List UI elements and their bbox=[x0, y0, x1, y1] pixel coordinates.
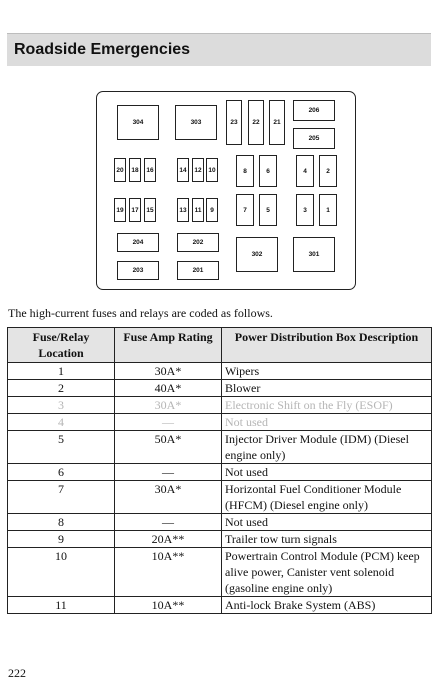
table-row bbox=[8, 363, 432, 380]
fuse-304: 304 bbox=[117, 105, 159, 140]
fuse-11: 11 bbox=[192, 198, 204, 222]
fuse-rating-table bbox=[7, 327, 432, 614]
cell-rating: 50A* bbox=[115, 431, 222, 464]
table-row bbox=[8, 548, 432, 597]
fuse-201: 201 bbox=[177, 261, 219, 280]
fuse-204: 204 bbox=[117, 233, 159, 252]
cell-location: 3 bbox=[8, 397, 115, 414]
cell-description: Not used bbox=[222, 464, 432, 481]
fuse-12: 12 bbox=[192, 158, 204, 182]
cell-location: 7 bbox=[8, 481, 115, 514]
fuse-301: 301 bbox=[293, 237, 335, 272]
fuse-3: 3 bbox=[296, 194, 314, 226]
fuse-14: 14 bbox=[177, 158, 189, 182]
cell-location: 6 bbox=[8, 464, 115, 481]
table-row bbox=[8, 380, 432, 397]
cell-location: 2 bbox=[8, 380, 115, 397]
fuse-16: 16 bbox=[144, 158, 156, 182]
fuse-202: 202 bbox=[177, 233, 219, 252]
cell-location: 1 bbox=[8, 363, 115, 380]
cell-description: Electronic Shift on the Fly (ESOF) bbox=[222, 397, 432, 414]
fuse-206: 206 bbox=[293, 100, 335, 121]
fuse-19: 19 bbox=[114, 198, 126, 222]
fuse-9: 9 bbox=[206, 198, 218, 222]
cell-location: 9 bbox=[8, 531, 115, 548]
cell-description: Horizontal Fuel Conditioner Module (HFCM) (Diesel engine only) bbox=[222, 481, 432, 514]
fuse-303: 303 bbox=[175, 105, 217, 140]
cell-location: 11 bbox=[8, 597, 115, 614]
fuse-23: 23 bbox=[226, 100, 242, 145]
fuse-4: 4 bbox=[296, 155, 314, 187]
header-rating: Fuse Amp Rating bbox=[115, 328, 222, 363]
fuse-13: 13 bbox=[177, 198, 189, 222]
cell-description: Wipers bbox=[222, 363, 432, 380]
cell-rating: 30A* bbox=[115, 397, 222, 414]
fuse-302: 302 bbox=[236, 237, 278, 272]
cell-rating: 20A** bbox=[115, 531, 222, 548]
table-header-row bbox=[8, 328, 432, 363]
fuse-20: 20 bbox=[114, 158, 126, 182]
header-location: Fuse/Relay Location bbox=[8, 328, 115, 363]
fuse-5: 5 bbox=[259, 194, 277, 226]
fuse-203: 203 bbox=[117, 261, 159, 280]
fuse-18: 18 bbox=[129, 158, 141, 182]
cell-location: 4 bbox=[8, 414, 115, 431]
table-row bbox=[8, 464, 432, 481]
fuse-17: 17 bbox=[129, 198, 141, 222]
header-description: Power Distribution Box Description bbox=[222, 328, 432, 363]
cell-location: 8 bbox=[8, 514, 115, 531]
cell-rating: 30A* bbox=[115, 363, 222, 380]
table-row bbox=[8, 597, 432, 614]
cell-description: Trailer tow turn signals bbox=[222, 531, 432, 548]
section-title: Roadside Emergencies bbox=[14, 41, 191, 58]
fuse-box-diagram bbox=[96, 91, 356, 290]
cell-rating: 10A** bbox=[115, 548, 222, 597]
table-row bbox=[8, 397, 432, 414]
fuse-22: 22 bbox=[248, 100, 264, 145]
cell-rating: — bbox=[115, 514, 222, 531]
fuse-2: 2 bbox=[319, 155, 337, 187]
table-row bbox=[8, 531, 432, 548]
fuse-21: 21 bbox=[269, 100, 285, 145]
cell-description: Powertrain Control Module (PCM) keep alive power, Canister vent solenoid (gasoline engine only) bbox=[222, 548, 432, 597]
cell-description: Injector Driver Module (IDM) (Diesel engine only) bbox=[222, 431, 432, 464]
page-number: 222 bbox=[8, 666, 26, 680]
cell-description: Not used bbox=[222, 414, 432, 431]
table-row bbox=[8, 514, 432, 531]
cell-rating: — bbox=[115, 464, 222, 481]
table-row bbox=[8, 481, 432, 514]
cell-rating: 30A* bbox=[115, 481, 222, 514]
cell-rating: 40A* bbox=[115, 380, 222, 397]
cell-location: 5 bbox=[8, 431, 115, 464]
fuse-1: 1 bbox=[319, 194, 337, 226]
cell-location: 10 bbox=[8, 548, 115, 597]
cell-description: Not used bbox=[222, 514, 432, 531]
fuse-6: 6 bbox=[259, 155, 277, 187]
fuse-8: 8 bbox=[236, 155, 254, 187]
cell-description: Anti-lock Brake System (ABS) bbox=[222, 597, 432, 614]
table-row bbox=[8, 414, 432, 431]
fuse-15: 15 bbox=[144, 198, 156, 222]
cell-description: Blower bbox=[222, 380, 432, 397]
intro-text: The high-current fuses and relays are coded as follows. bbox=[8, 306, 273, 320]
fuse-10: 10 bbox=[206, 158, 218, 182]
fuse-205: 205 bbox=[293, 128, 335, 149]
table-row bbox=[8, 431, 432, 464]
fuse-7: 7 bbox=[236, 194, 254, 226]
cell-rating: — bbox=[115, 414, 222, 431]
cell-rating: 10A** bbox=[115, 597, 222, 614]
